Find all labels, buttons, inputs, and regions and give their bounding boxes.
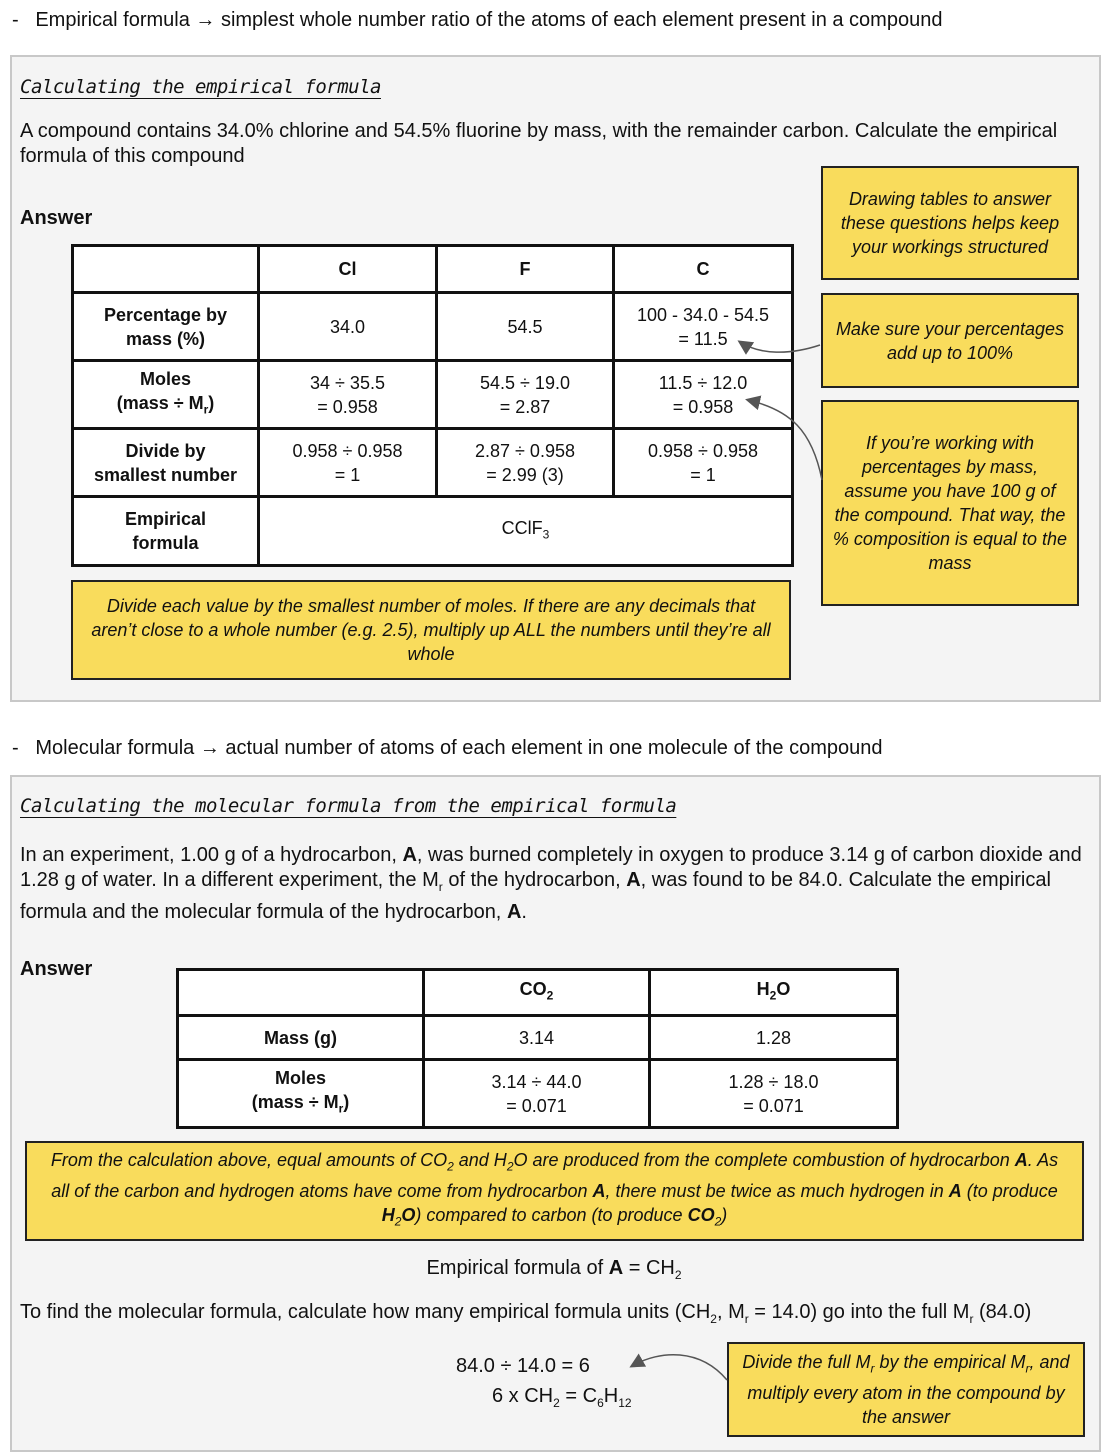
- section1-question: A compound contains 34.0% chlorine and 54.5% fluorine by mass, with the remainder carbon. Calculate the empirical formula of this compound: [20, 120, 1058, 167]
- cell-percent-f: 54.5: [437, 293, 614, 361]
- arrow-percent: [740, 342, 820, 352]
- empirical-term: Empirical formula: [35, 9, 190, 31]
- row-label-divide: Divide by smallest number: [73, 429, 259, 497]
- calc-molecular: 6 x $CH_2 = C_6H_{12}$: [492, 1385, 632, 1410]
- note-tables: Drawing tables to answer these questions helps keep your workings structured: [821, 166, 1079, 280]
- note-mass: If you’re working with percentages by mass, assume you have 100 g of the compound. That way, the % composition is equal to the mass: [821, 400, 1079, 606]
- row-label-moles: Moles (mass ÷ $M_r$): [178, 1060, 424, 1128]
- note-percentages: Make sure your percentages add up to 100%: [821, 293, 1079, 388]
- cell-mass-h2o: 1.28: [650, 1016, 898, 1060]
- cell-divide-cl: 0.958 ÷ 0.958 = 1: [259, 429, 437, 497]
- section1-answer-label: Answer: [20, 207, 93, 229]
- note-combustion: From the calculation above, equal amounts of $CO_2$ and $H_2O$ are produced from the complete combustion of hydrocarbon A. As all of the carbon and hydrogen atoms have come from hydrocarbon A, there must be twice as much hydrogen in A (to produce $H_2O$) compared to carbon (to produce $CO_2$): [25, 1141, 1084, 1241]
- arrow-icon: →: [199, 737, 220, 759]
- row-label-mass: Mass (g): [178, 1016, 424, 1060]
- section2-heading: Calculating the molecular formula from the empirical formula: [20, 795, 677, 817]
- calc-units: 84.0 ÷ 14.0 = 6: [456, 1355, 590, 1377]
- header-c: C: [614, 246, 793, 293]
- dash: -: [12, 737, 19, 759]
- cell-percent-cl: 34.0: [259, 293, 437, 361]
- cell-moles-c: 11.5 ÷ 12.0 = 0.958: [614, 361, 793, 429]
- molecular-text: actual number of atoms of each element in one molecule of the compound: [225, 737, 883, 759]
- empirical-text: simplest whole number ratio of the atoms of each element present in a compound: [220, 9, 943, 31]
- section1-heading: Calculating the empirical formula: [20, 76, 381, 98]
- cell-moles-h2o: 1.28 ÷ 18.0 = 0.071: [650, 1060, 898, 1128]
- cell-divide-f: 2.87 ÷ 0.958 = 2.99 (3): [437, 429, 614, 497]
- header-cl: Cl: [259, 246, 437, 293]
- header-h2o: $H_2O$: [650, 970, 898, 1016]
- arrow-final: [632, 1355, 727, 1380]
- find-molecular-instruction: To find the molecular formula, calculate how many empirical formula units ($CH_2$, $M_r = 14.0$) go into the full $M_r$ (84.0): [20, 1301, 1032, 1326]
- note-final: Divide the full $M_r$ by the empirical $M_r$, and multiply every atom in the compound by the answer: [727, 1342, 1085, 1437]
- dash: -: [12, 9, 19, 31]
- empirical-result: Empirical formula of $A = CH_2$: [426, 1257, 682, 1282]
- row-label-percentage: Percentage by mass (%): [73, 293, 259, 361]
- note-divide: Divide each value by the smallest number of moles. If there are any decimals that aren’t close to a whole number (e.g. 2.5), multiply up ALL the numbers until they’re all whole: [71, 580, 791, 680]
- arrow-mass: [748, 400, 822, 480]
- row-label-moles: Moles (mass ÷ $M_r$): [73, 361, 259, 429]
- section2-answer-label: Answer: [20, 958, 93, 980]
- cell-divide-c: 0.958 ÷ 0.958 = 1: [614, 429, 793, 497]
- arrow-icon: →: [195, 9, 216, 31]
- cell-moles-cl: 34 ÷ 35.5 = 0.958: [259, 361, 437, 429]
- molecular-term: Molecular formula: [35, 737, 195, 759]
- header-f: F: [437, 246, 614, 293]
- cell-empirical-formula: CClF$_3$: [259, 497, 793, 566]
- section2-question: In an experiment, 1.00 g of a hydrocarbon, A, was burned completely in oxygen to produce 3.14 g of carbon dioxide and 1.28 g of water. In a different experiment, the $M_r$ of the hydrocarbon, A, was found to be 84.0. Calculate the empirical formula and the molecular formula of the hydrocarbon, A.: [20, 844, 1082, 923]
- cell-moles-co2: 3.14 ÷ 44.0 = 0.071: [424, 1060, 650, 1128]
- cell-mass-co2: 3.14: [424, 1016, 650, 1060]
- cell-percent-c: 100 - 34.0 - 54.5 = 11.5: [614, 293, 793, 361]
- cell-moles-f: 54.5 ÷ 19.0 = 2.87: [437, 361, 614, 429]
- header-co2: $CO_2$: [424, 970, 650, 1016]
- row-label-formula: Empirical formula: [73, 497, 259, 566]
